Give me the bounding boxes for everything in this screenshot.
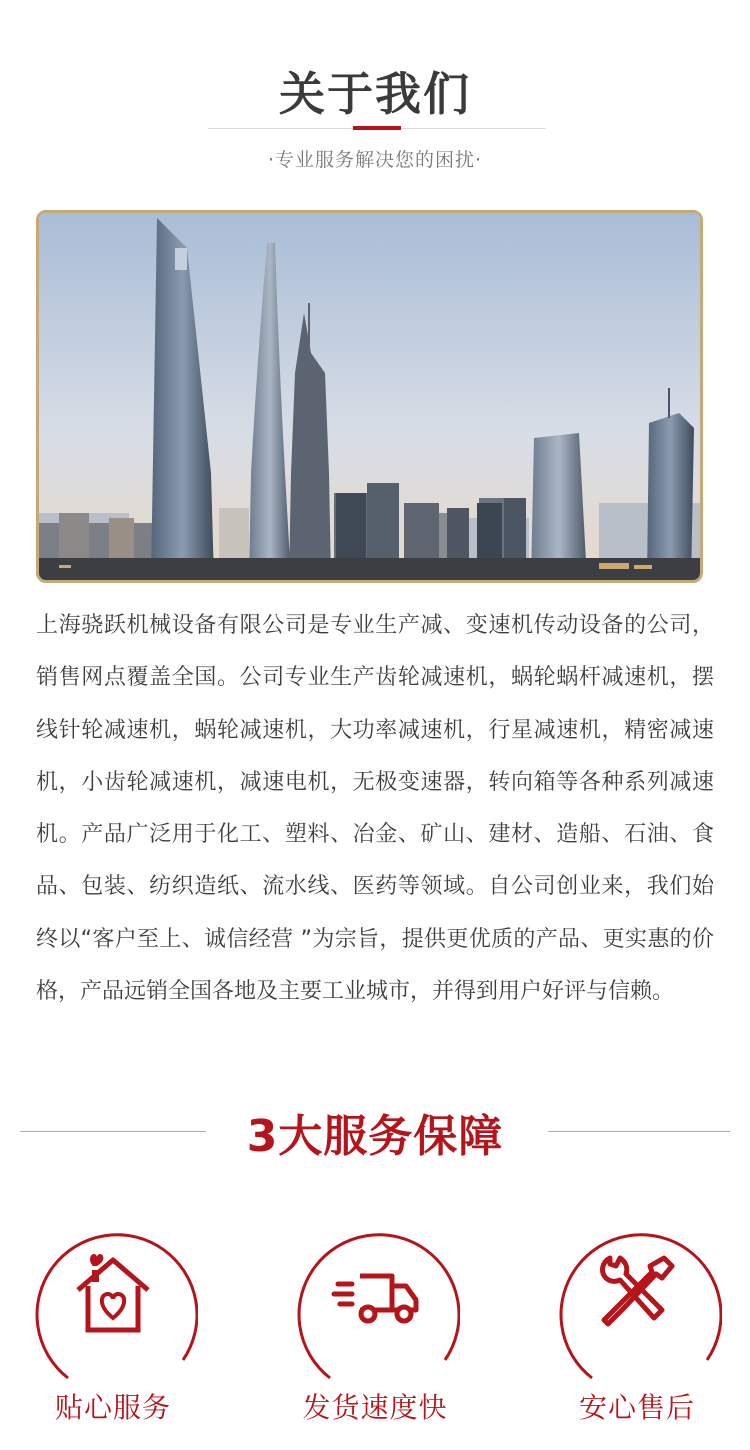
service-label-delivery: 发货速度快 (270, 1382, 480, 1430)
about-subtitle: ·专业服务解决您的困扰· (267, 149, 483, 171)
service-item-care (28, 1210, 198, 1440)
city-skyline-photo (39, 213, 700, 580)
services-divider-right (548, 1131, 730, 1132)
service-label-care: 贴心服务 (8, 1382, 218, 1430)
company-intro: 上海骁跃机械设备有限公司是专业生产减、变速机传动设备的公司，销售网点覆盖全国。公司专业生产齿轮减速机，蜗轮蜗杆减速机，摆线针轮减速机，蜗轮减速机，大功率减速机，行星减速机，精密减速机，小齿轮减速机，减速电机，无极变速器，转向箱等各种系列减速机。产品广泛用于化工、塑料、冶金、矿山、建材、造船、石油、食品、包装、纺织造纸、流水线、医药等领域。自公司创业来，我们始终以“客户至上、诚信经营 ”为宗旨，提供更优质的产品、更实惠的价格，产品远销全国各地及主要工业城市，并得到用户好评与信赖。 (36, 613, 714, 1005)
services-title: 3大服务保障 (246, 1111, 504, 1162)
service-label-after-sales: 安心售后 (532, 1382, 742, 1430)
title-accent-bar (353, 126, 401, 130)
service-item-after-sales (552, 1210, 722, 1440)
hero-photo (36, 210, 703, 583)
tools-icon (592, 1248, 682, 1338)
about-title: 关于我们 (279, 67, 471, 121)
service-item-delivery (290, 1210, 460, 1440)
house-heart-icon (68, 1248, 158, 1338)
delivery-truck-icon (330, 1248, 420, 1338)
